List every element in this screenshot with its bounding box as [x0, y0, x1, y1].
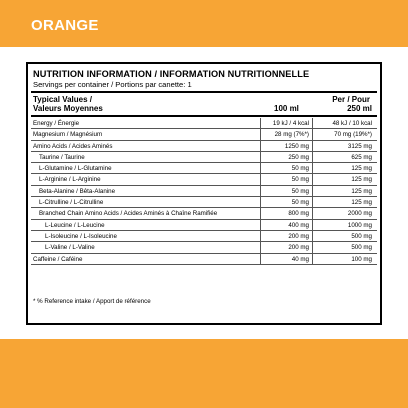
- value-250ml: 48 kJ / 10 kcal: [332, 120, 372, 127]
- column-divider: [260, 186, 261, 196]
- table-row: [31, 186, 377, 197]
- column-divider: [312, 208, 313, 218]
- table-row: [31, 254, 377, 265]
- value-100ml: 250 mg: [288, 153, 309, 161]
- column-divider: [260, 129, 261, 139]
- column-divider: [260, 152, 261, 162]
- column-divider: [260, 254, 261, 264]
- divider-top: [31, 91, 377, 93]
- value-100ml: 50 mg: [291, 176, 309, 184]
- value-250ml: 125 mg: [351, 187, 372, 195]
- value-100ml: 800 mg: [288, 210, 309, 218]
- value-100ml: 1250 mg: [284, 142, 309, 150]
- col-100ml-label: 100 ml: [274, 104, 299, 113]
- value-100ml: 19 kJ / 4 kcal: [272, 120, 309, 127]
- column-divider: [312, 254, 313, 264]
- column-divider: [260, 231, 261, 241]
- typical-values-line2: Valeurs Moyennes: [33, 104, 103, 113]
- nutrient-name: Caffeine / Caféine: [33, 255, 83, 263]
- nutrient-name: Magnesium / Magnésium: [33, 131, 103, 139]
- value-100ml: 200 mg: [288, 244, 309, 252]
- value-100ml: 200 mg: [288, 232, 309, 240]
- value-250ml: 625 mg: [351, 153, 372, 161]
- value-250ml: 2000 mg: [347, 210, 372, 218]
- value-250ml: 100 mg: [351, 255, 372, 263]
- value-100ml: 50 mg: [291, 187, 309, 195]
- value-100ml: 50 mg: [291, 199, 309, 207]
- column-divider: [312, 242, 313, 252]
- per-pour-label: Per / Pour: [332, 95, 370, 104]
- column-divider: [260, 118, 261, 128]
- panel-heading: NUTRITION INFORMATION / INFORMATION NUTRITIONNELLE: [33, 69, 310, 79]
- table-row: [31, 163, 377, 174]
- column-divider: [312, 163, 313, 173]
- column-divider: [312, 174, 313, 184]
- table-row: [31, 231, 377, 242]
- nutrient-name: L-Glutamine / L-Glutamine: [39, 165, 112, 173]
- column-divider: [260, 208, 261, 218]
- value-100ml: 50 mg: [291, 165, 309, 173]
- table-row: [31, 152, 377, 163]
- nutrient-name: L-Citrulline / L-Citrulline: [39, 199, 104, 207]
- table-row: [31, 220, 377, 231]
- nutrient-name: Energy / Énergie: [33, 120, 80, 127]
- column-divider: [312, 152, 313, 162]
- nutrient-name: Branched Chain Amino Acids / Acides Aminés à Chaîne Ramifiée: [39, 210, 218, 218]
- value-250ml: 500 mg: [351, 244, 372, 252]
- value-250ml: 125 mg: [351, 176, 372, 184]
- value-250ml: 3125 mg: [347, 142, 372, 150]
- value-100ml: 28 mg (7%*): [274, 131, 309, 139]
- flavor-banner: [0, 0, 408, 47]
- column-divider: [260, 197, 261, 207]
- divider-header: [31, 115, 377, 117]
- nutrient-name: Amino Acids / Acides Aminés: [33, 142, 113, 150]
- table-row: [31, 141, 377, 152]
- column-divider: [260, 220, 261, 230]
- column-divider: [312, 231, 313, 241]
- nutrient-name: L-Isoleucine / L-Isoleucine: [45, 232, 117, 240]
- column-divider: [312, 118, 313, 128]
- value-250ml: 70 mg (19%*): [334, 131, 372, 139]
- flavor-title: ORANGE: [31, 17, 99, 34]
- per-header: [262, 95, 372, 113]
- footnote: * % Reference intake / Apport de référence: [33, 298, 151, 305]
- column-divider: [260, 163, 261, 173]
- table-row: [31, 208, 377, 219]
- col-250ml-label: 250 ml: [347, 104, 372, 113]
- table-row: [31, 197, 377, 208]
- typical-values-header: [33, 95, 103, 113]
- table-row: [31, 129, 377, 140]
- nutrient-name: L-Valine / L-Valine: [45, 244, 95, 252]
- column-divider: [312, 197, 313, 207]
- column-divider: [260, 141, 261, 151]
- nutrient-name: Taurine / Taurine: [39, 153, 85, 161]
- column-divider: [312, 186, 313, 196]
- servings-text: Servings per container / Portions par canette: 1: [33, 80, 192, 89]
- nutrient-name: L-Arginine / L-Arginine: [39, 176, 101, 184]
- bottom-band: [0, 339, 408, 408]
- value-250ml: 125 mg: [351, 165, 372, 173]
- column-divider: [312, 141, 313, 151]
- table-row: [31, 118, 377, 129]
- table-row: [31, 174, 377, 185]
- nutrient-name: L-Leucine / L-Leucine: [45, 221, 105, 229]
- column-divider: [260, 242, 261, 252]
- value-100ml: 400 mg: [288, 221, 309, 229]
- value-100ml: 40 mg: [291, 255, 309, 263]
- nutrient-name: Beta-Alanine / Bêta-Alanine: [39, 187, 116, 195]
- value-250ml: 125 mg: [351, 199, 372, 207]
- column-divider: [260, 174, 261, 184]
- typical-values-line1: Typical Values /: [33, 95, 92, 104]
- table-row: [31, 242, 377, 253]
- value-250ml: 1000 mg: [347, 221, 372, 229]
- nutrition-panel: [26, 62, 382, 325]
- value-250ml: 500 mg: [351, 232, 372, 240]
- nutrition-table: [31, 118, 377, 265]
- column-divider: [312, 220, 313, 230]
- column-divider: [312, 129, 313, 139]
